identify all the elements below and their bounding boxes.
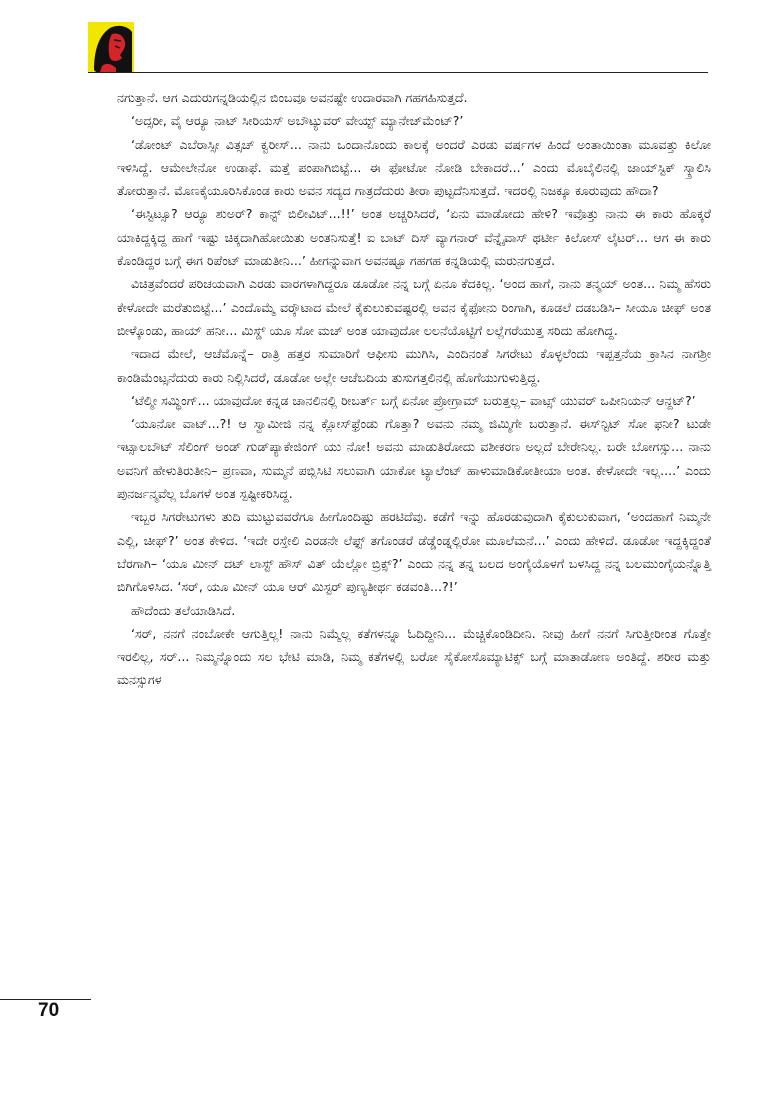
- paragraph-11: ‘ಸರ್, ನನಗೆ ನಂಬೋಕೇ ಆಗುತ್ತಿಲ್ಲ! ನಾನು ನಿಮ್ಮೆಲ್ಲ ಕತೆಗಳನ್ನೂ ಓದಿದ್ದೀನಿ... ಮೆಚ್ಚಿಕೊಂಡಿದೀನಿ. ನೀವು ಹೀಗೆ ನನಗೆ ಸಿಗುತ್ತೀರೀಂತ ಗೊತ್ತೇ ಇರಲಿಲ್ಲ, ಸರ್... ನಿಮ್ಮನ್ನೊಂದು ಸಲ ಭೇಟಿ ಮಾಡಿ, ನಿಮ್ಮ ಕತೆಗಳಲ್ಲಿ ಬರೋ ಸೈಕೋಸೊಮ್ಯಾಟಿಕ್ಸ್ ಬಗ್ಗೆ ಮಾತಾಡೋಣ ಅಂತಿದ್ದೆ. ಶರೀರ ಮತ್ತು ಮನಸ್ಸುಗಳ: [117, 625, 711, 688]
- paragraph-2: ‘ಅದ್ಸರೀ, ವೈ ಆರ‍್ಯೂ ನಾಟ್ ಸೀರಿಯಸ್ ಅಬೌಟ್ಯುವರ್ ವೇಯ್ಟ್ ಮ್ಯಾನೇಜ್‌ಮೆಂಟ್?’: [131, 113, 464, 129]
- paragraph-7: ‘ಟೆಲ್ಮೀ ಸಮ್ಥಿಂಗ್... ಯಾವುದೋ ಕನ್ನಡ ಚಾನಲಿನಲ್ಲಿ ರೀಬರ್ತ್ ಬಗ್ಗೆ ಏನೋ ಪ್ರೋಗ್ರಾಮ್ ಬರುತ್ತಲ್ಲ– ವಾಟ್ಸ್ ಯುವರ್ ಒಪೀನಿಯನ್ ಆನ್ದಟ್?’: [131, 392, 696, 408]
- paragraph-8: ‘ಯೂನೋ ವಾಟ್...?! ಆ ಸ್ವಾಮೀಜಿ ನನ್ನ ಕ್ಲೋಸ್‌ಫ್ರೆಂಡು ಗೊತ್ತಾ? ಅವನು ನಮ್ಮ ಜಿಮ್ಮಿಗೇ ಬರುತ್ತಾನೆ. ಈಸ್‌ನ್ಟಿಟ್ ಸೋ ಫನೀ? ಟುಡೇ ಇಟ್ಸಾಲಬೌಟ್ ಸೆಲಿಂಗ್ ಅಂಡ್ ಗುಡ್‌ಪ್ಯಾಕೇಜಿಂಗ್ ಯು ನೋ! ಅವನು ಮಾಡುತಿರೋದು ವಶೀಕರಣ ಅಲ್ಲದೆ ಬೇರೇನಿಲ್ಲ. ಬರೇ ಬೋಗಸ್ಸು... ನಾನು ಅವನಿಗೆ ಹೇಳುತಿರುತೀನಿ– ಪ್ರಣವಾ, ಸುಮ್ಮನೆ ಪಬ್ಲಿಸಿಟಿ ಸಲುವಾಗಿ ಯಾಕೋ ಟ್ಯಾಲೆಂಟ್ ಹಾಳುಮಾಡಿಕೋತೀಯಾ ಅಂತ. ಕೇಳೋದೇ ಇಲ್ಲ....’ ಎಂದು ಪುನರ್ಜನ್ಮವೆಲ್ಲ ಬೊಗಳೆ ಅಂತ ಸ್ಪಷ್ಟೀಕರಿಸಿದ್ದ.: [117, 416, 711, 502]
- page-number: 70: [38, 1000, 60, 1021]
- paragraph-1: ನಗುತ್ತಾನೆ. ಆಗ ಎದುರುಗನ್ನಡಿಯಲ್ಲಿನ ಬಿಂಬವೂ ಅವನಷ್ಟೇ ಉದಾರವಾಗಿ ಗಹಗಹಿಸುತ್ತದೆ.: [117, 90, 468, 105]
- paragraph-10: ಹೌದೆಂದು ತಲೆಯಾಡಿಸಿದೆ.: [131, 602, 236, 618]
- paragraph-9: ಇಬ್ಬರ ಸಿಗರೇಟುಗಳು ತುದಿ ಮುಟ್ಟುವವರೆಗೂ ಹೀಗೊಂದಿಷ್ಟು ಹರಟಿದೆವು. ಕಡೆಗೆ ಇನ್ನು ಹೊರಡುವುದಾಗಿ ಕೈಕುಲುಕುವಾಗ, ‘ಅಂದಹಾಗೆ ನಿಮ್ಮನೇ ಎಲ್ಲಿ, ಚೀಫ್?’ ಅಂತ ಕೇಳಿದ. ‘ಇದೇ ರಸ್ತೇಲಿ ಎರಡನೇ ಲೆಫ್ಟ್ ತಗೊಂಡರೆ ಡೆಡ್ಡೆಂಡ್ನಲ್ಲಿರೋ ಮೂಲೆಮನೆ...’ ಎಂದು ಹೇಳಿದೆ. ಡೂಡೋ ಇದ್ದಕ್ಕಿದ್ದಂತೆ ಬೆರಗಾಗಿ– ‘ಯೂ ಮೀನ್ ದಟ್ ಲಾಸ್ಟ್ ಹೌಸ್ ವಿತ್ ಯೆಲ್ಲೋ ಬ್ರಿಕ್ಸ್?’ ಎಂದು ನನ್ನ ತನ್ನ ಬಲದ ಅಂಗೈಯೊಳಗೆ ಬಳಸಿದ್ದ ನನ್ನ ಬಲಮುಂಗೈಯನ್ನೊತ್ತಿ ಬಿಗಿಗೊಳಿಸಿದ. ‘ಸರ್, ಯೂ ಮೀನ್ ಯೂ ಆರ್ ಮಿಸ್ಟರ್ ಪುಣ್ಯತೀರ್ಥ ಕಡವಂತಿ...?!’: [117, 509, 711, 595]
- paragraph-6: ಇದಾದ ಮೇಲೆ, ಆಚೆಮೊನ್ನೆ– ರಾತ್ರಿ ಹತ್ತರ ಸುಮಾರಿಗೆ ಆಫೀಸು ಮುಗಿಸಿ, ಎಂದಿನಂತೆ ಸಿಗರೇಟು ಕೊಳ್ಳಲೆಂದು ಇಪ್ಪತ್ತನೆಯ ಕ್ರಾಸಿನ ನಾಗಶ್ರೀ ಕಾಂಡಿಮೆಂಟ್ಸನೆದುರು ಕಾರು ನಿಲ್ಲಿಸಿದರೆ, ಡೂಡೋ ಅಲ್ಲೇ ಆಚೆಬದಿಯ ತುಸುಗತ್ತಲಿನಲ್ಲಿ ಹೊಗೆಯುಗುಳುತ್ತಿದ್ದ.: [117, 346, 711, 385]
- header-rule: [88, 72, 708, 73]
- woman-silhouette-logo: [88, 22, 134, 72]
- paragraph-5: ವಿಚಿತ್ರವೆಂದರೆ ಪರಿಚಯವಾಗಿ ಎರಡು ವಾರಗಳಾಗಿದ್ದರೂ ಡೂಡೋ ನನ್ನ ಬಗ್ಗೆ ಏನೂ ಕೆದಕಿಲ್ಲ. ‘ಅಂದ ಹಾಗೆ, ನಾನು ತನ್ಮಯ್ ಅಂತ... ನಿಮ್ಮ ಹೆಸರು ಕೇಳೋದೇ ಮರೆತುಬಿಟ್ಟೆ...’ ಎಂದೊಮ್ಮೆ ವರ‍್ಕೌಟಾದ ಮೇಲೆ ಕೈಕುಲುಕುವಷ್ಟರಲ್ಲಿ ಅವನ ಕೈಫೋನು ರಿಂಗಾಗಿ, ಕೂಡಲೆ ದಡಬಡಿಸಿ– ಸೀಯೂ ಚೀಫ್ ಅಂತ ಬೀಳ್ಕೊಂಡು, ಹಾಯ್ ಹನೀ... ಮಿಸ್ಡ್ ಯೂ ಸೋ ಮಚ್ ಅಂತ ಯಾವುದೋ ಲಲನೆಯೊಟ್ಟಿಗೆ ಲಲ್ಲೆಗರೆಯುತ್ತ ಸರಿದು ಹೋಗಿದ್ದ.: [117, 276, 711, 338]
- paragraph-3: ‘ಡೋಂಟ್ ಎಬೆರಾಸ್ಸೀ ವಿತ್ಸಚ್ ಕ್ವರೀಸ್... ನಾನು ಒಂದಾನೊಂದು ಕಾಲಕ್ಕೆ ಅಂದರೆ ಎರಡು ವರ್ಷಗಳ ಹಿಂದೆ ಅಂತಾಯಿಂತಾ ಮೂವತ್ತು ಕಿಲೋ ಇಳಿಸಿದ್ದೆ. ಆಮೇಲೇನೋ ಉಡಾಫೆ. ಮತ್ತೆ ಪಂಪಾಗಿಬಿಟ್ಟೆ... ಈ ಫೋಟೋ ನೋಡಿ ಬೇಕಾದರೆ...’ ಎಂದು ಮೊಬೈಲಿನಲ್ಲಿ ಜಾಯ್‌ಸ್ಟಿಕ್ ಸ್ಕ್ರಾಲಿಸಿ ತೋರುತ್ತಾನೆ. ಮೊಣಕೈಯೂರಿಸಿಕೊಂಡ ಕಾರು ಅವನ ಸದ್ಯದ ಗಾತ್ರದೆದುರು ತೀರಾ ಪುಟ್ಟದೆನಿಸುತ್ತದೆ. ಇದರಲ್ಲಿ ನಿಜಕ್ಕೂ ಕೂರುವುದು ಹೌದಾ?: [117, 136, 711, 199]
- paragraph-4: ‘ಈಸ್ಟಿಟ್ಸೂ? ಆರ‍್ಯೂ ಶುಅರ್? ಕಾನ್ಟ್ ಬಿಲೀವಿಟ್...!!’ ಅಂತ ಅಚ್ಚರಿಸಿದರೆ, ‘ಏನು ಮಾಡೋದು ಹೇಳಿ? ಇವೊತ್ತು ನಾನು ಈ ಕಾರು ಹೊಕ್ಕರೆ ಯಾಕಿದ್ದಕ್ಕಿದ್ದ ಹಾಗೆ ಇಷ್ಟು ಚಿಕ್ಕದಾಗಿಹೋಯಿತು ಅಂತನಿಸುತ್ತೆ! ಐ ಬಾಟ್ ದಿಸ್ ವ್ಯಾಗನಾರ್ ವೆನ್ನೈವಾಸ್ ಥರ್ಟೀ ಕಿಲೋಸ್ ಲೈಟರ್... ಆಗ ಈ ಕಾರು ಕೊಂಡಿದ್ದರ ಬಗ್ಗೆ ಈಗ ರಿಪೆಂಟ್ ಮಾಡುತೀನಿ...’ ಹೀಗನ್ನುವಾಗ ಅವನಷ್ಟೂ ಗಹಗಹ ಕನ್ನಡಿಯಲ್ಲಿ ಮರುನಗುತ್ತದೆ.: [117, 206, 711, 269]
- story-body: [117, 86, 711, 692]
